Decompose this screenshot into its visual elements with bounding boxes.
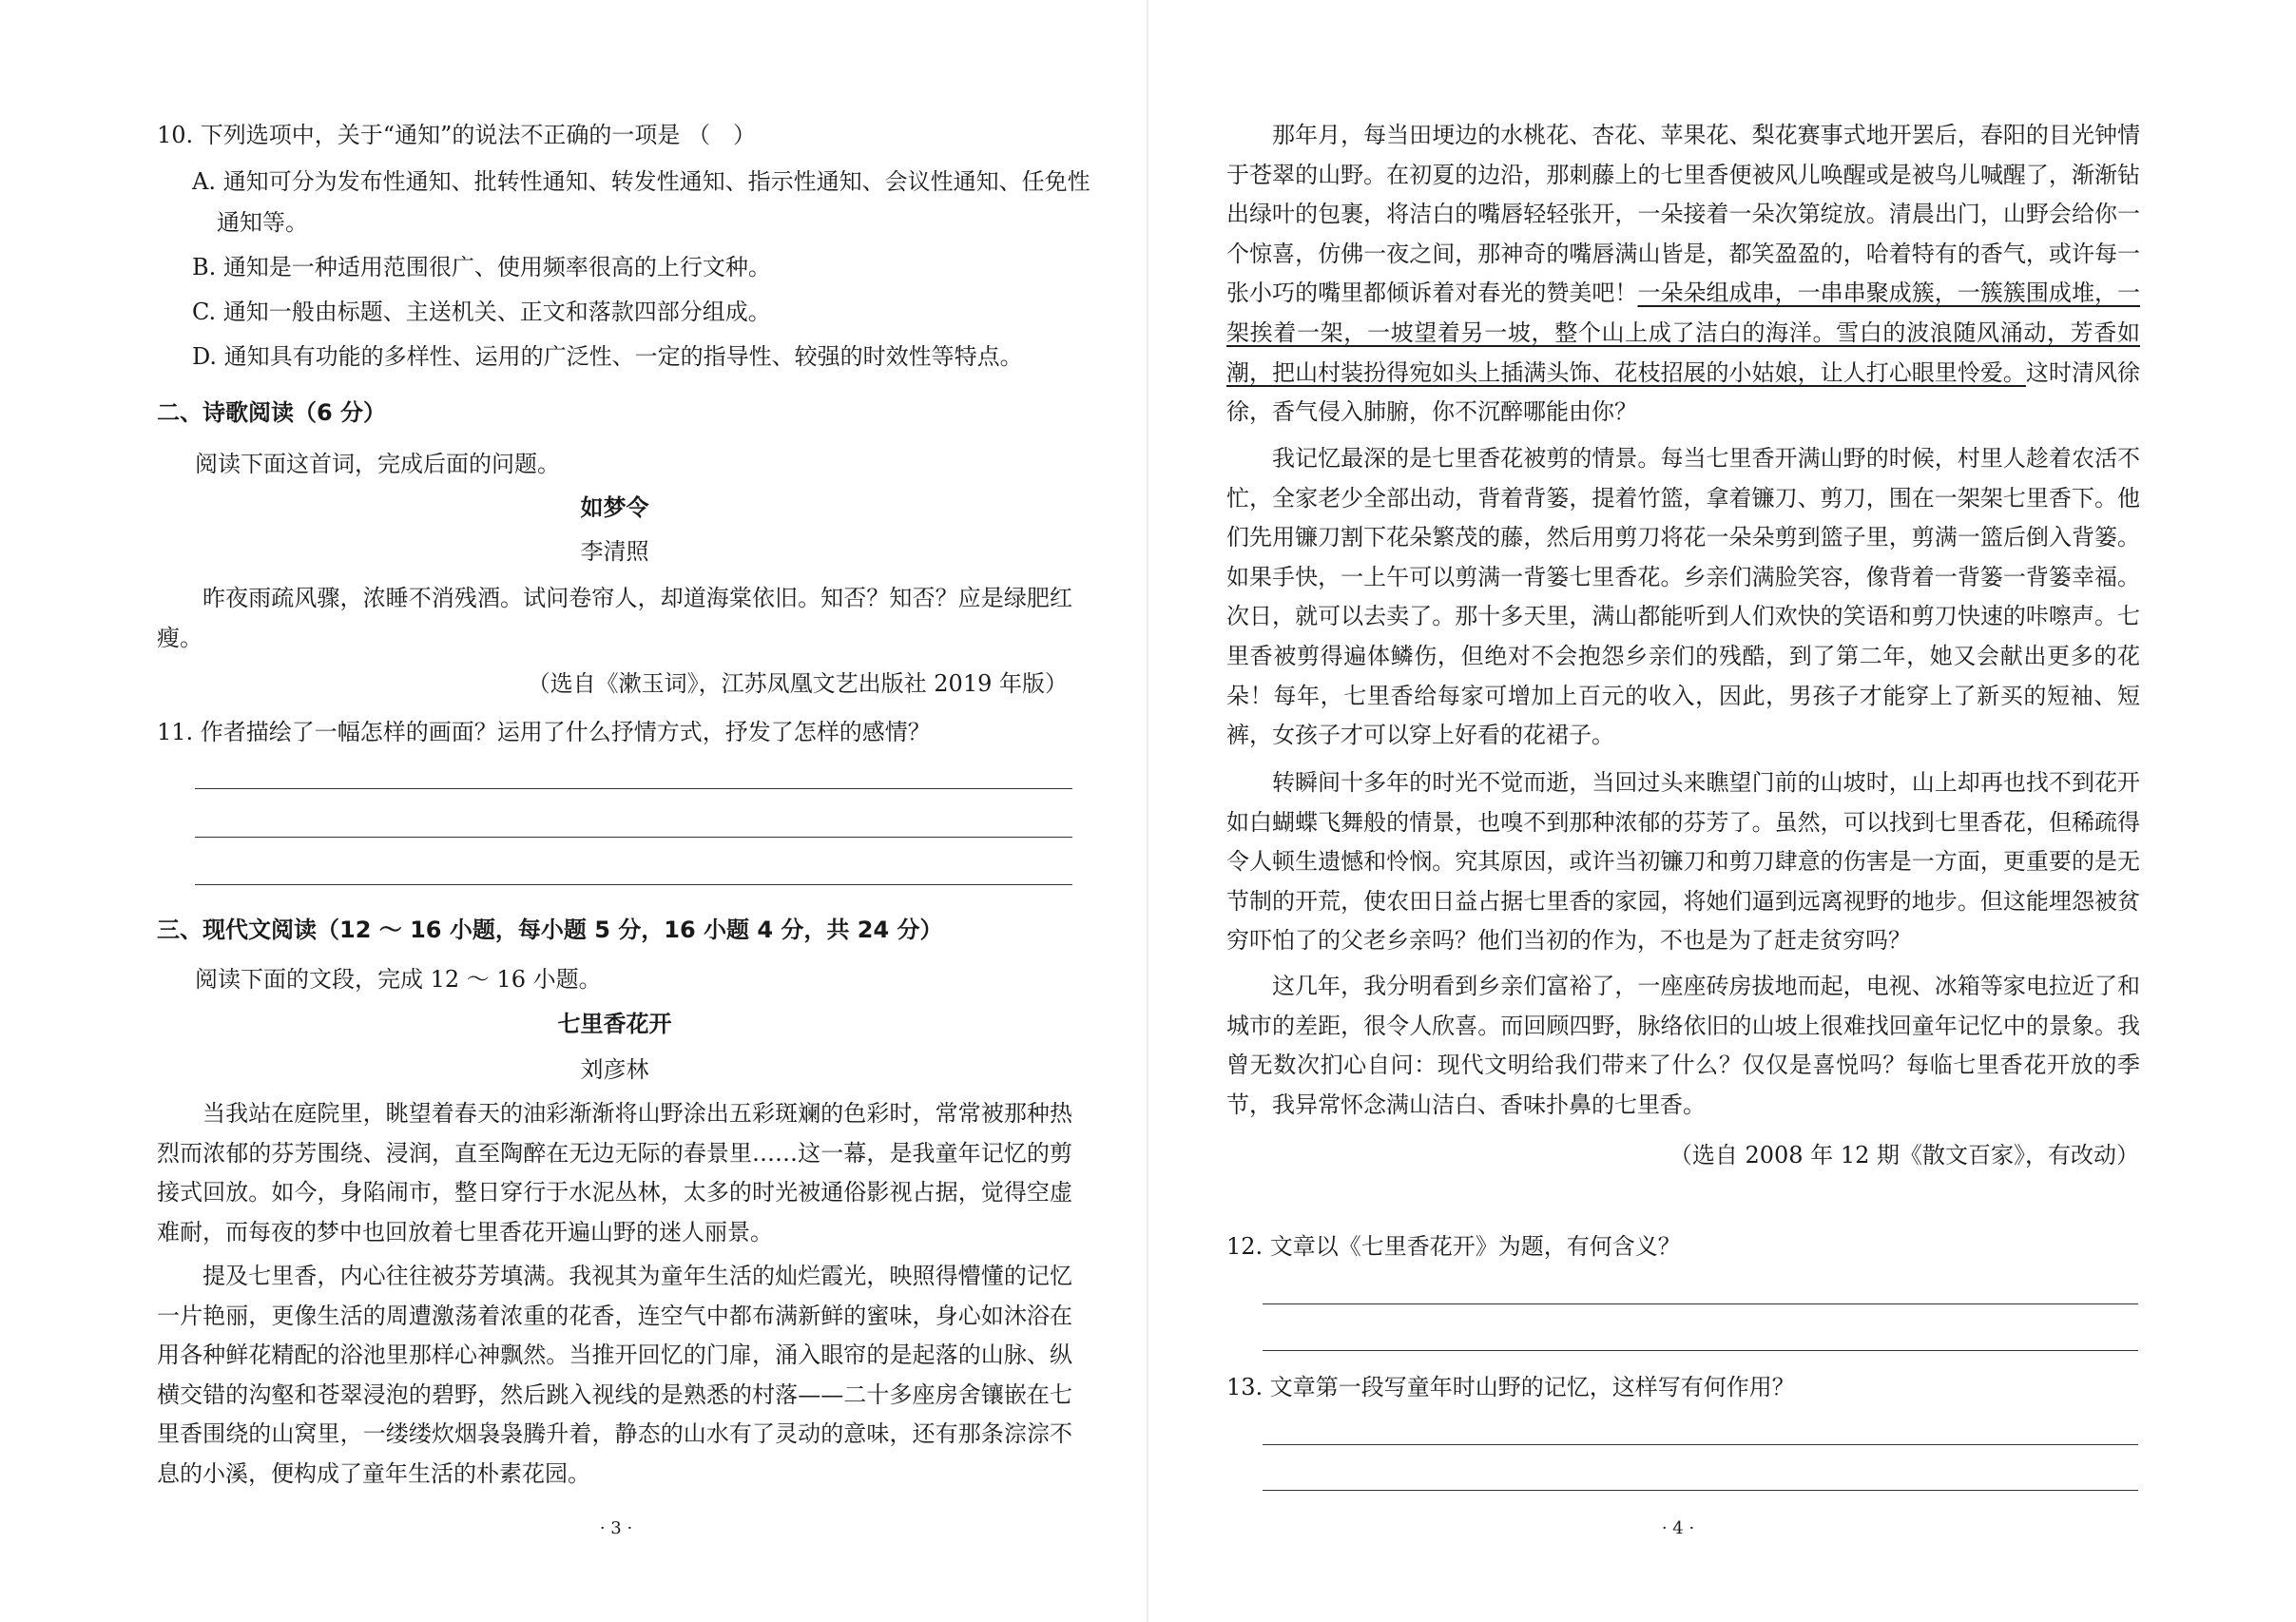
essay-paragraph-6: 这几年，我分明看到乡亲们富裕了，一座座砖房拔地而起，电视、冰箱等家电拉近了和城市的差距，很令人欣喜。而回顾四野，脉络依旧的山坡上很难找回童年记忆中的景象。我曾无数次扪心自问：现代文明给我们带来了什么？仅仅是喜悦吗？每临七里香花开放的季节，我异常怀念满山洁白、香味扑鼻的七里香。 bbox=[1226, 973, 2140, 1118]
paragraph-3-text-end: 这时清风徐徐，香气侵入肺腑，你不沉醉哪能由你？ bbox=[1226, 358, 2141, 426]
essay-paragraph-4: 我记忆最深的是七里香花被剪的情景。每当七里香开满山野的时候，村里人趁着农活不忙，全家老少全部出动，背着背篓，提着竹篮，拿着镰刀、剪刀，围在一架架七里香下。他们先用镰刀割下花朵繁茂的藤，然后用剪刀将花一朵朵剪到篮子里，剪满一篮后倒入背篓。如果手快，一上午可以剪满一背篓七里香花。乡亲们满脸笑容，像背着一背篓一背篓幸福。次日，就可以去卖了。那十多天里，满山都能听到人们欢快的笑语和剪刀快速的咔嚓声。七里香被剪得遍体鳞伤，但绝对不会抱怨乡亲们的残酷，到了第二年，她又会献出更多的花朵！每年，七里香给每家可增加上百元的收入，因此，男孩子才能穿上了新买的短袖、短裤，女孩子才可以穿上好看的花裙子。 bbox=[1226, 445, 2140, 749]
answer-line[interactable] bbox=[195, 837, 1072, 838]
section-2-instruction: 阅读下面这首词，完成后面的问题。 bbox=[195, 451, 560, 477]
essay-title: 七里香花开 bbox=[557, 1011, 672, 1037]
question-11: 11. 作者描绘了一幅怎样的画面？运用了什么抒情方式，抒发了怎样的感情？ bbox=[157, 719, 931, 745]
question-10-option-a-cont: 通知等。 bbox=[217, 209, 308, 236]
question-10-option-a: A. 通知可分为发布性通知、批转性通知、转发性通知、指示性通知、会议性通知、任免性 bbox=[192, 168, 1090, 195]
question-10-option-d: D. 通知具有功能的多样性、运用的广泛性、一定的指导性、较强的时效性等特点。 bbox=[192, 343, 1023, 370]
essay-paragraph-1: 当我站在庭院里，眺望着春天的油彩渐渐将山野涂出五彩斑斓的色彩时，常常被那种热烈而浓郁的芬芳围绕、浸润，直至陶醉在无边无际的春景里……这一幕，是我童年记忆的剪接式回放。如今，身陷闹市，整日穿行于水泥丛林，太多的时光被通俗影视占据，觉得空虚难耐，而每夜的梦中也回放着七里香花开遍山野的迷人丽景。 bbox=[157, 1100, 1072, 1245]
poem-source: （选自《漱玉词》，江苏凤凰文艺出版社 2019 年版） bbox=[527, 670, 1068, 697]
page-number-right: · 4 · bbox=[1661, 1518, 1695, 1538]
essay-author: 刘彦林 bbox=[580, 1056, 649, 1083]
answer-line[interactable] bbox=[1263, 1490, 2138, 1491]
question-10-option-c: C. 通知一般由标题、主送机关、正文和落款四部分组成。 bbox=[192, 299, 771, 325]
section-2-heading: 二、诗歌阅读（6 分） bbox=[157, 399, 387, 426]
poem-title: 如梦令 bbox=[580, 494, 649, 521]
answer-line[interactable] bbox=[195, 884, 1072, 885]
page-number-left: · 3 · bbox=[599, 1518, 633, 1538]
section-3-instruction: 阅读下面的文段，完成 12 ～ 16 小题。 bbox=[195, 966, 602, 993]
question-10-stem: 10. 下列选项中，关于“通知”的说法不正确的一项是 （ ） bbox=[157, 122, 756, 148]
answer-line[interactable] bbox=[195, 788, 1072, 789]
question-13: 13. 文章第一段写童年时山野的记忆，这样写有何作用？ bbox=[1226, 1374, 1795, 1400]
underlined-passage: 一朵朵组成串，一串串聚成簇，一簇簇围成堆，一架挨着一架，一坡望着另一坡，整个山上成了洁白的海洋。雪白的波浪随风涌动，芳香如潮，把山村装扮得宛如头上插满头饰、花枝招展的小姑娘，让人打心眼里怜爱。 bbox=[1226, 280, 2141, 386]
essay-paragraph-3 bbox=[1226, 116, 2140, 433]
paragraph-3-text: 那年月，每当田埂边的水桃花、杏花、苹果花、梨花赛事式地开罢后，春阳的目光钟情于苍翠的山野。在初夏的边沿，那刺藤上的七里香便被风儿唤醒或是被鸟儿喊醒了，渐渐钻出绿叶的包裹，将洁白的嘴唇轻轻张开，一朵接着一朵次第绽放。清晨出门，山野会给你一个惊喜，仿佛一夜之间，那神奇的嘴唇满山皆是，都笑盈盈的，哈着特有的香气，或许每一张小巧的嘴里都倾诉着对春光的赞美吧！ bbox=[1226, 122, 2140, 307]
essay-paragraph-5: 转瞬间十多年的时光不觉而逝，当回过头来瞧望门前的山坡时，山上却再也找不到花开如白蝴蝶飞舞般的情景，也嗅不到那种浓郁的芬芳了。虽然，可以找到七里香花，但稀疏得令人顿生遗憾和怜悯。究其原因，或许当初镰刀和剪刀肆意的伤害是一方面，更重要的是无节制的开荒，使农田日益占据七里香的家园，将她们逼到远离视野的地步。但这能埋怨被贫穷吓怕了的父老乡亲吗？他们当初的作为，不也是为了赶走贫穷吗？ bbox=[1226, 769, 2140, 955]
question-10-option-b: B. 通知是一种适用范围很广、使用频率很高的上行文种。 bbox=[192, 254, 771, 280]
question-12: 12. 文章以《七里香花开》为题，有何含义？ bbox=[1226, 1233, 1681, 1260]
section-3-heading: 三、现代文阅读（12 ～ 16 小题，每小题 5 分，16 小题 4 分，共 24 分） bbox=[157, 917, 943, 943]
answer-line[interactable] bbox=[1263, 1350, 2138, 1351]
poem-author: 李清照 bbox=[580, 538, 649, 565]
answer-line[interactable] bbox=[1263, 1303, 2138, 1304]
essay-paragraph-2: 提及七里香，内心往往被芬芳填满。我视其为童年生活的灿烂霞光，映照得懵懂的记忆一片艳丽，更像生活的周遭激荡着浓重的花香，连空气中都布满新鲜的蜜味，身心如沐浴在用各种鲜花精配的浴池里那样心神飘然。当推开回忆的门扉，涌入眼帘的是起落的山脉、纵横交错的沟壑和苍翠浸泡的碧野，然后跳入视线的是熟悉的村落——二十多座房舍镶嵌在七里香围绕的山窝里，一缕缕炊烟袅袅腾升着，静态的山水有了灵动的意味，还有那条淙淙不息的小溪，便构成了童年生活的朴素花园。 bbox=[157, 1263, 1072, 1487]
essay-source: （选自 2008 年 12 期《散文百家》，有改动） bbox=[1669, 1142, 2139, 1168]
poem-text: 昨夜雨疏风骤，浓睡不消残酒。试问卷帘人，却道海棠依旧。知否？知否？应是绿肥红瘦。 bbox=[157, 585, 1072, 651]
answer-line[interactable] bbox=[1263, 1444, 2138, 1445]
